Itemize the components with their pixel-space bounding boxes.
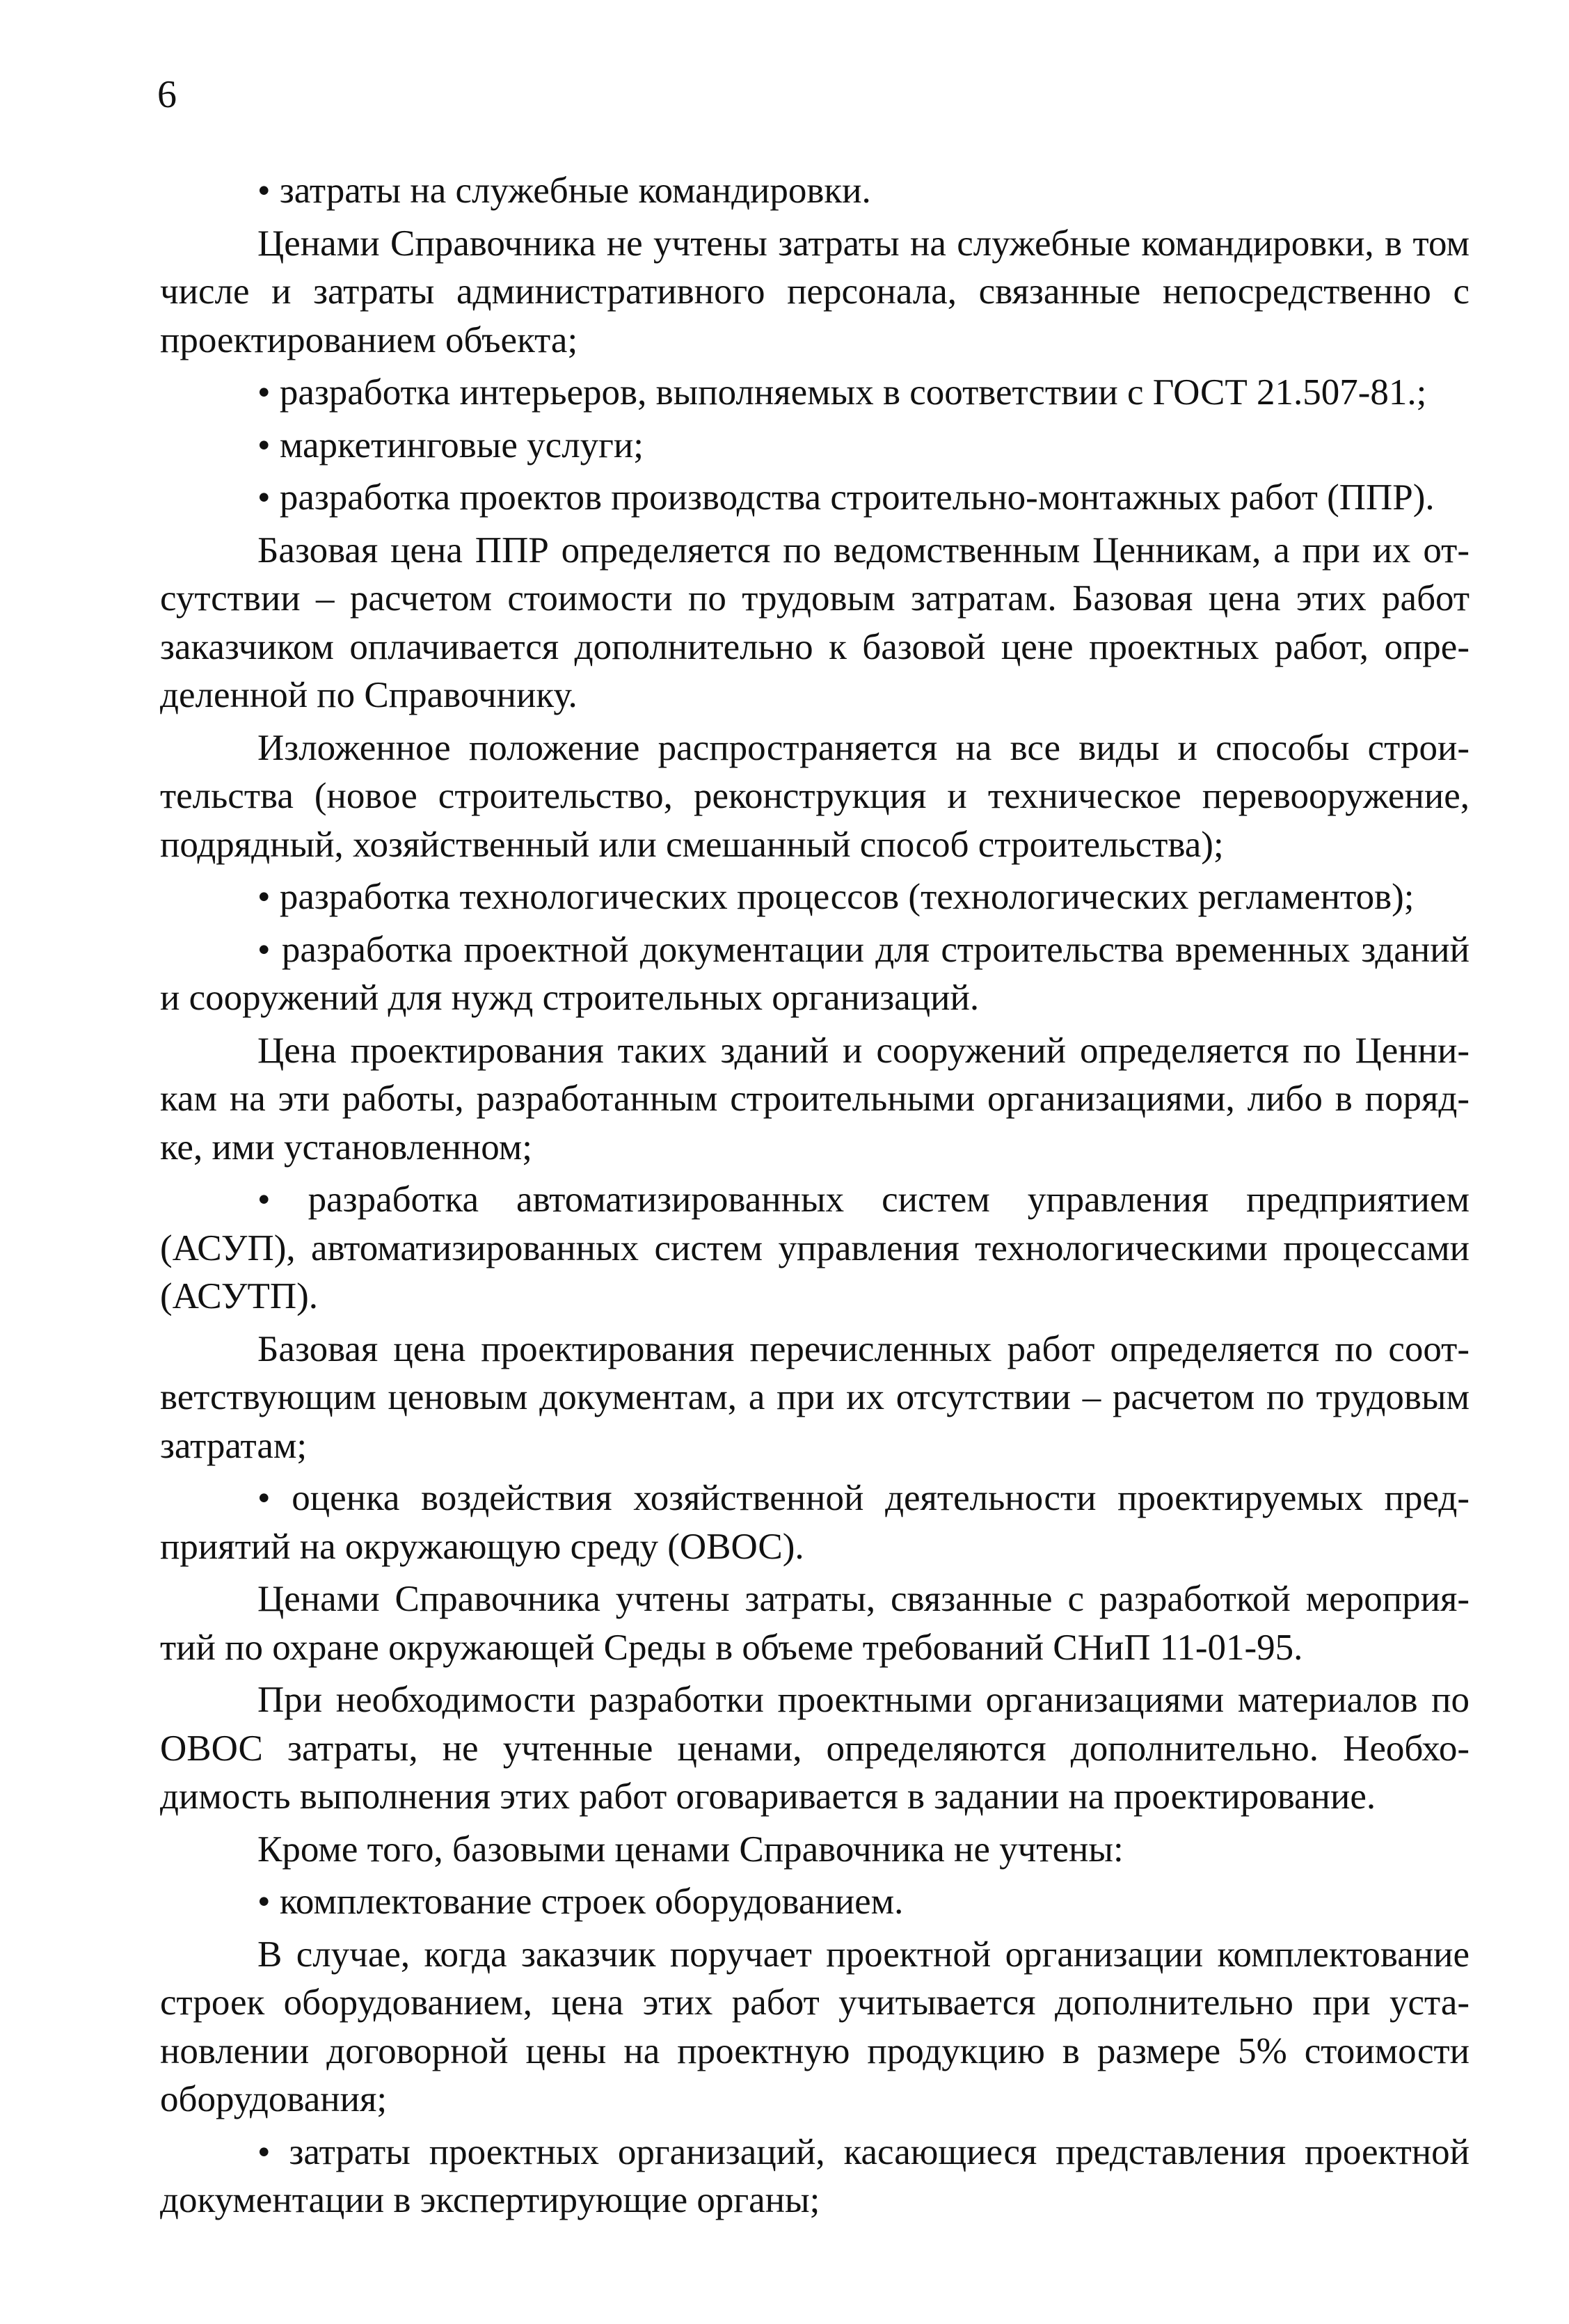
list-item: • разработка технологических процессов (технологических регламентов); [160, 873, 1470, 922]
list-item: • комплектование строек оборудованием. [160, 1878, 1470, 1927]
list-item: • разработка проектной документации для строительства временных зданий и сооружений для нужд строительных организаций. [160, 926, 1470, 1023]
paragraph: Базовая цена проектирования перечисленных работ определяется по соответствующим ценовым документам, а при их отсутствии – расчетом по трудовым затратам; [160, 1328, 1470, 1466]
paragraph: Ценами Справочника учтены затраты, связанные с разработкой мероприятий по охране окружающей Среды в объеме требований СНиП 11-01-95. [160, 1579, 1470, 1668]
list-item: • разработка интерьеров, выполняемых в соответствии с ГОСТ 21.507-81.; [160, 369, 1470, 417]
list-item: • разработка автоматизированных систем управления предприятием (АСУП), автоматизированных систем управления технологическими процессами (АСУТП). [160, 1176, 1470, 1321]
paragraph: Ценами Справочника не учтены затраты на служебные командировки, в том числе и затраты административного персонала, связанные непосредственно с проектированием объекта; [160, 223, 1470, 360]
list-item: • затраты проектных организаций, касающиеся представления проектной документации в экспертирующие органы; [160, 2128, 1470, 2225]
paragraph: В случае, когда заказчик поручает проектной организации комплектование строек оборудованием, цена этих работ учитывается дополнительно при установлении договорной цены на проектную продукцию в размере 5% стоимости оборудования; [160, 1934, 1470, 2119]
list-item: • разработка проектов производства строительно-монтажных работ (ППР). [160, 474, 1470, 523]
list-item: • маркетинговые услуги; [160, 422, 1470, 470]
document-body [160, 167, 1470, 2229]
paragraph: Кроме того, базовыми ценами Справочника не учтены: [257, 1829, 1124, 1870]
list-item: • затраты на служебные командировки. [160, 167, 1470, 216]
paragraph: Базовая цена ППР определяется по ведомственным Ценникам, а при их отсутствии – расчетом стоимости по трудовым затратам. Базовая цена этих работ заказчиком оплачивается дополнительно к базовой цене проектных работ, определенной по Справочнику. [160, 530, 1470, 715]
page-number: 6 [157, 73, 177, 116]
paragraph: Изложенное положение распространяется на все виды и способы строительства (новое строительство, реконструкция и техническое перевооружение, подрядный, хозяйственный или смешанный способ строительства); [160, 727, 1470, 865]
list-item: • оценка воздействия хозяйственной деятельности проектируемых предприятий на окружающую среду (ОВОС). [160, 1474, 1470, 1571]
paragraph: При необходимости разработки проектными организациями материалов по ОВОС затраты, не учтенные ценами, определяются дополнительно. Необходимость выполнения этих работ оговаривается в задании на проектирование. [160, 1680, 1470, 1817]
paragraph: Цена проектирования таких зданий и сооружений определяется по Ценникам на эти работы, разработанным строительными организациями, либо в порядке, ими установленном; [160, 1030, 1470, 1168]
